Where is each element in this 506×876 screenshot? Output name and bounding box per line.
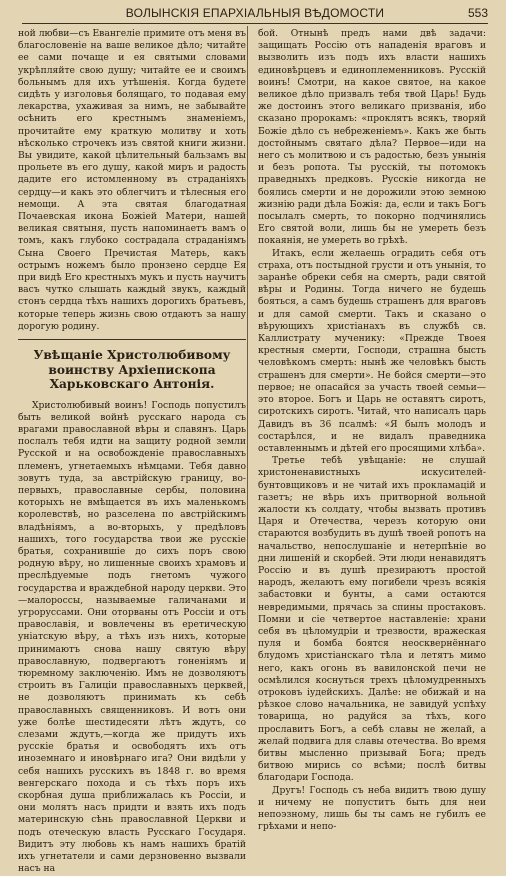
section-title: Увѣщаніе Христолюбивому воинству Архіепископа Харьковскаго Антонія. (33, 348, 231, 392)
paragraph: Итакъ, если желаешь оградить себя отъ страха, отъ постыдной грусти и отъ унынія, то заранѣе обреки себя на смерть, ради святой вѣры и Родины. Тогда ничего не будешь бояться, а самъ будешь страшенъ для враговъ и для самой смерти. Такъ и сказано о вѣрующихъ христіанахъ въ службѣ св. Каллистрату мученику: «Прежде Твоея крестныя смерти, Господи, страшна бысть человѣкомъ смерть: нынѣ же человѣкъ бысть страшенъ для смерти». Не бойся смерти—это первое; не опасайся за участь твоей семьи—это второе. Богъ и Царь не оставятъ сиротъ, сиротскихъ сиротъ. Читай, что написалъ царь Давидъ въ 36 псалмѣ: «Я былъ молодъ и состарѣлся, и не видалъ праведника оставленнымъ и дѣтей его просящими хлѣба». (258, 247, 486, 454)
header-rule (22, 23, 488, 24)
paragraph: Третье тебѣ увѣщаніе: не слушай христоненавистныхъ искусителей-бунтовщиковъ и не читай ихъ прокламацій и газетъ; не вѣрь ихъ притворной вольной жалости къ солдату, чтобы вызвать противъ Царя и Отечества, черезъ которую они стараются возбудить въ душѣ твоей ропотъ на начальство, непослушаніе и нетерпѣніе во дни лишеній и скорбей. Эти люди ненавидятъ Россію и въ душѣ презираютъ простой народъ, желаютъ ему погибели чрезъ всякія забастовки и бунты, а сами остаются невредимыми, прячась за спины простаковъ. Помни и сіе четвертое наставленіе: храни себя въ цѣломудріи и трезвости, вражеская пуля и бомба боятся неосквернённаго блудомъ христіанскаго тѣла и летятъ мимо него, какъ огонь въ вавилонской печи не осмѣлился коснуться трехъ цѣломудренныхъ отроковъ іудейскихъ. Далѣе: не обижай и на рѣзкое слово начальника, не завидуй успѣху товарища, но радуйся за тѣхъ, кого прославитъ Богъ, а себѣ славы не желай, а желай подвига для славы отечества. Во время битвы мысленно призывай Бога; предъ битвою мирись со всѣми; послѣ битвы благодари Господа. (258, 455, 486, 784)
running-header (22, 6, 488, 24)
paragraph: ной любви—съ Евангеліе примите отъ меня въ благословеніе на ваше великое дѣло; читайте ее сами почаще и ея святыми словами укрѣпляйте свою душу; читайте ее и своимъ больнымъ для ихъ утѣшенія. Когда будете сидѣть у изголовья болящаго, то подавая ему лекарства, ухаживая за нимъ, не забывайте осѣнить его крестнымъ знаменіемъ, прочитайте ему краткую молитву и хоть нѣсколько строчекъ изъ святой книги жизни. Вы увидите, какой цѣлительный бальзамъ вы прольете въ его душу, какой миръ и радость дадите его истомленному въ страданіяхъ сердцу—и какъ это облегчитъ и тѣлесныя его немощи. А эта святая благодатная Почаевская икона Божіей Матери, нашей великая святыня, пусть напоминаетъ вамъ о томъ, какъ глубоко сострадала страданіямъ Сына Своего Пречистая Матерь, какъ острымъ ножемъ было пронзено сердце Ея при видѣ Его крестныхъ мукъ и пусть научитъ васъ чутко слышать каждый звукъ, каждый стонъ сердца тѣхъ нашихъ дорогихъ братьевъ, которые теперь жизнь свою отдаютъ за нашу дорогую родину. (18, 28, 246, 332)
left-column (18, 28, 246, 875)
column-divider (247, 26, 248, 692)
paragraph: Другъ! Господь съ неба видитъ твою душу и ничему не попуститъ быть для неи непоэзному, лишь бы ты самъ не губилъ ее грѣхами и непо- (258, 784, 486, 833)
journal-title: ВОЛЫНСКІЯ ЕПАРХІАЛЬНЫЯ ВѢДОМОСТИ (125, 6, 385, 20)
paragraph: Христолюбивый воинъ! Господь попустилъ быть великой войнѣ русскаго народа съ врагами православной вѣры и славянъ. Царь послалъ тебя идти на защиту родной земли Русской и на освобожденіе православныхъ племенъ, угнетаемыхъ нѣмцами. Тебя давно зовутъ туда, за австрійскую границу, во-первыхъ, православные сербы, половина которыхъ не вмѣщается въ ихъ маленькомъ королевствѣ, но разселена по австрійскимъ владѣніямъ, а во-вторыхъ, у предѣловъ нашихъ, того государства твои же русскіе братья, сохранившіе до сихъ поръ свою родную вѣру, но лишенные своихъ храмовъ и преслѣдуемые подъ гнетомъ чужого государства и враждебной народу церкви. Это—малороссы, называемые галичанами и угроруссами. Они оторваны отъ Россіи и отъ православія, и вовлечены въ еретическую уніатскую вѣру, а тѣхъ изъ нихъ, которые принимаютъ снова нашу святую вѣру православную, подвергаютъ гоненіямъ и тюремному заключенію. Имъ не дозволяютъ строить въ Галиціи православныхъ церквей, не дозволяютъ принимать къ себѣ православныхъ священниковъ. И вотъ они уже болѣе шестидесяти лѣтъ ждутъ, со слезами ждутъ,—когда же придутъ ихъ русскіе братья и освободятъ ихъ отъ иноземнаго и иновѣрнаго ига? Они видѣли у себя нашихъ русскихъ въ 1848 г. во время венгерскаго похода и съ тѣхъ поръ ихъ скорбная душа приближалась къ Россіи, и они молятъ насъ придти и взять ихъ подъ материнскую сѣнь православной Церкви и подъ отеческую власть Русскаго Государя. Видитъ эту любовь къ намъ нашихъ братій ихъ угнетатели и сами дерзновенно вызвали насъ на (18, 399, 246, 875)
right-column (258, 28, 486, 833)
page-number: 553 (467, 6, 488, 20)
paragraph: бой. Отнынѣ предъ нами двѣ задачи: защищать Россію отъ нападенія враговъ и вызволить изъ подъ ихъ власти нашихъ единовѣрцевъ и единоплеменниковъ. Русскій воинъ! Смотри, на какое святое, на какое великое дѣло призвалъ тебя твой Царь! Будь же достоинъ этого великаго призванія, ибо сказано пророкамъ: «проклятъ всякъ, творяй Божіе дѣло съ небреженіемъ». Какъ же быть достойнымъ святаго дѣла? Первое—иди на него съ молитвою и съ радостью, безъ унынія и безъ ропота. Ты русскій, ты потомокъ праведныхъ предковъ. Русскіе никогда не боялись смерти и не дорожили этою земною жизнію ради дѣла Божія: да, если и такъ Богъ посылалъ смерть, то покорно подчинялись Его святой воли, лишь бы не умереть безъ покаянія, не умереть во грѣхѣ. (258, 28, 486, 247)
section-separator (18, 339, 246, 340)
